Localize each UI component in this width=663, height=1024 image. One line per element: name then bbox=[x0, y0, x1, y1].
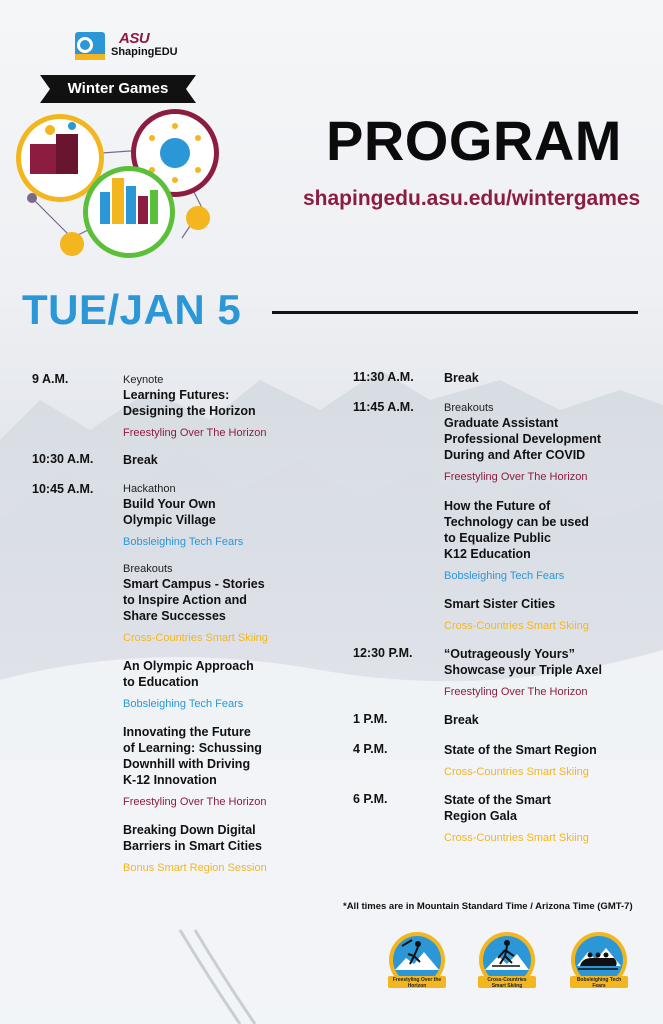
schedule-item bbox=[123, 562, 323, 645]
banner-label: Winter Games bbox=[67, 80, 169, 97]
session-category: Breakouts bbox=[123, 563, 173, 575]
time-label: 6 P.M. bbox=[353, 792, 388, 806]
session-track: Bobsleighing Tech Fears bbox=[444, 570, 565, 582]
session-track: Bobsleighing Tech Fears bbox=[123, 698, 244, 710]
logo-asu-text: ASU bbox=[119, 30, 150, 47]
session-track: Freestyling Over The Horizon bbox=[123, 796, 267, 808]
session-track: Bobsleighing Tech Fears bbox=[123, 536, 244, 548]
session-title: State of the Smart Region bbox=[444, 743, 597, 757]
schedule-date: TUE/JAN 5 bbox=[22, 286, 242, 333]
schedule-item bbox=[444, 401, 644, 484]
time-label: 1 P.M. bbox=[353, 712, 388, 726]
session-title: Innovating the Future of Learning: Schussing Downhill with Driving K-12 Innovation bbox=[123, 725, 262, 787]
badge-label: Bobsleighing Tech Fears bbox=[576, 977, 622, 989]
smart-city-illustration bbox=[12, 108, 226, 258]
track-badge-bobsleighing bbox=[566, 932, 632, 994]
time-label: 12:30 P.M. bbox=[353, 646, 413, 660]
schedule-item bbox=[123, 373, 323, 440]
session-track: Freestyling Over The Horizon bbox=[123, 427, 267, 439]
session-title: Break bbox=[444, 713, 479, 727]
winter-games-banner bbox=[40, 75, 196, 103]
session-title: State of the Smart Region Gala bbox=[444, 793, 551, 823]
time-label: 9 A.M. bbox=[32, 372, 69, 386]
session-title: Break bbox=[123, 453, 158, 467]
session-title: Breaking Down Digital Barriers in Smart Cities bbox=[123, 823, 262, 853]
schedule-item bbox=[444, 792, 644, 845]
schedule-item bbox=[123, 482, 323, 549]
session-category: Hackathon bbox=[123, 483, 176, 495]
schedule-item bbox=[444, 370, 644, 386]
schedule-item bbox=[123, 822, 323, 875]
session-track: Bonus Smart Region Session bbox=[123, 862, 267, 874]
session-title: “Outrageously Yours” Showcase your Triple Axel bbox=[444, 647, 602, 677]
logo-shapingedu-text: ShapingEDU bbox=[111, 46, 178, 58]
session-title: Smart Campus - Stories to Inspire Action and Share Successes bbox=[123, 577, 265, 623]
session-category: Breakouts bbox=[444, 402, 494, 414]
page-title: PROGRAM bbox=[326, 109, 622, 172]
date-divider bbox=[272, 311, 638, 314]
time-label: 11:45 A.M. bbox=[353, 400, 414, 414]
shapingedu-logo-mark-icon bbox=[73, 28, 107, 62]
session-category: Keynote bbox=[123, 374, 164, 386]
session-title: Break bbox=[444, 371, 479, 385]
schedule-item bbox=[444, 498, 644, 583]
time-label: 4 P.M. bbox=[353, 742, 388, 756]
schedule-item bbox=[123, 658, 323, 711]
session-track: Cross-Countries Smart Skiing bbox=[444, 832, 589, 844]
shapingedu-logo bbox=[73, 28, 178, 64]
schedule-item bbox=[444, 742, 644, 779]
time-label: 10:45 A.M. bbox=[32, 482, 94, 496]
time-label: 10:30 A.M. bbox=[32, 452, 94, 466]
session-track: Cross-Countries Smart Skiing bbox=[444, 620, 589, 632]
session-title: Learning Futures: Designing the Horizon bbox=[123, 388, 256, 418]
time-label: 11:30 A.M. bbox=[353, 370, 414, 384]
schedule-item bbox=[444, 646, 654, 699]
track-badge-freestyling bbox=[384, 932, 450, 994]
session-track: Freestyling Over The Horizon bbox=[444, 471, 588, 483]
session-track: Cross-Countries Smart Skiing bbox=[123, 632, 268, 644]
session-title: Smart Sister Cities bbox=[444, 597, 556, 611]
timezone-footnote: *All times are in Mountain Standard Time / Arizona Time (GMT-7) bbox=[343, 901, 633, 912]
badge-label: Cross-Countries Smart Skiing bbox=[487, 977, 527, 989]
website-url[interactable]: shapingedu.asu.edu/wintergames bbox=[303, 187, 641, 210]
badge-label: Freestyling Over the Horizon bbox=[392, 977, 442, 989]
session-title: Build Your Own Olympic Village bbox=[123, 497, 216, 527]
schedule-item bbox=[444, 596, 644, 633]
session-title: How the Future of Technology can be used to Equalize Public K12 Education bbox=[444, 499, 589, 561]
session-title: An Olympic Approach to Education bbox=[123, 659, 254, 689]
schedule-item bbox=[123, 452, 323, 468]
session-track: Freestyling Over The Horizon bbox=[444, 686, 588, 698]
track-badge-cross-country bbox=[474, 932, 540, 994]
session-track: Cross-Countries Smart Skiing bbox=[444, 766, 589, 778]
schedule-item bbox=[123, 724, 323, 809]
schedule-item bbox=[444, 712, 644, 728]
session-title: Graduate Assistant Professional Development During and After COVID bbox=[444, 416, 601, 462]
